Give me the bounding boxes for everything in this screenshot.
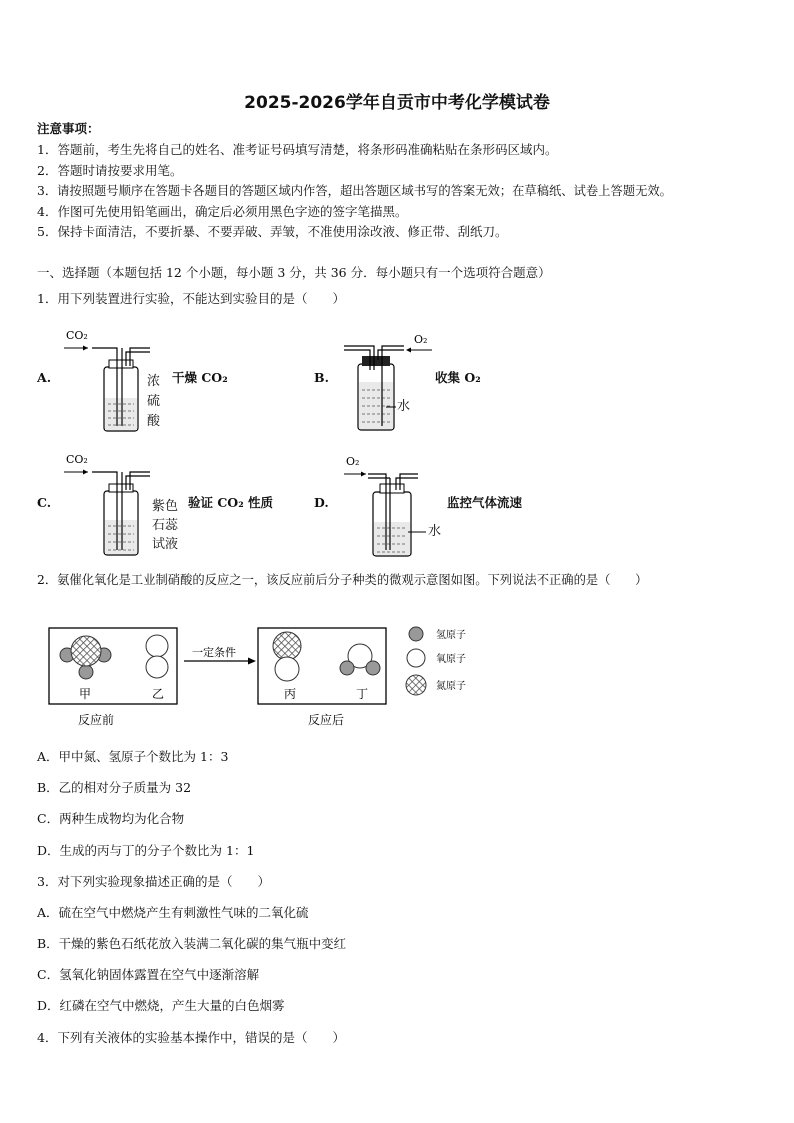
- reaction-diagram: [44, 618, 484, 730]
- liquid-label-c: 紫色 石蕊 试液: [152, 499, 179, 552]
- gas-label-a: CO₂: [66, 329, 88, 342]
- liquid-label-d: 水: [428, 524, 442, 539]
- q1-option-a-caption: 干燥 CO₂: [172, 370, 228, 385]
- q3-option-a: A．硫在空气中燃烧产生有刺激性气味的二氧化硫: [37, 905, 309, 920]
- q1-option-c-label: C.: [37, 495, 52, 510]
- notice-item-1: 1．答题前，考生先将自己的姓名、准考证号码填写清楚，将条形码准确粘贴在条形码区域内。: [37, 142, 558, 157]
- q1-option-d-caption: 监控气体流速: [447, 495, 523, 510]
- q2-option-a: A．甲中氮、氢原子个数比为 1：3: [37, 749, 229, 764]
- q2-option-b: B．乙的相对分子质量为 32: [37, 780, 192, 795]
- q3-option-c: C．氢氧化钠固体露置在空气中逐渐溶解: [37, 967, 260, 982]
- gas-label-d: O₂: [346, 455, 360, 468]
- q1-option-d-label: D.: [314, 495, 329, 510]
- section-heading: 一、选择题（本题包括 12 个小题，每小题 3 分，共 36 分．每小题只有一个选项符合题意）: [37, 265, 551, 280]
- notice-item-4: 4．作图可先使用铅笔画出，确定后必须用黑色字迹的签字笔描黑。: [37, 204, 408, 219]
- molecule-ding-label: 丁: [356, 687, 369, 701]
- page-title: 2025-2026学年自贡市中考化学模试卷: [244, 93, 550, 113]
- q1-option-c-caption: 验证 CO₂ 性质: [188, 495, 274, 510]
- legend-hydrogen-icon: [409, 627, 423, 641]
- q1-stem: 1．用下列装置进行实验，不能达到实验目的是（ ）: [37, 291, 345, 306]
- legend-nitrogen: 氮原子: [436, 681, 466, 692]
- gas-label-b: O₂: [414, 333, 428, 346]
- collection-bottle-b: [340, 330, 440, 434]
- q2-option-c: C．两种生成物均为化合物: [37, 811, 185, 826]
- notice-heading: 注意事项：: [37, 121, 100, 136]
- legend-oxygen: 氧原子: [436, 654, 466, 665]
- before-label: 反应前: [78, 713, 115, 727]
- q4-stem: 4．下列有关液体的实验基本操作中，错误的是（ ）: [37, 1030, 345, 1045]
- molecule-jia-label: 甲: [79, 687, 92, 701]
- q2-stem: 2．氨催化氧化是工业制硝酸的反应之一，该反应前后分子种类的微观示意图如图。下列说法不正确的是（ ）: [37, 573, 648, 587]
- liquid-label-b: 水: [397, 399, 411, 414]
- legend-oxygen-icon: [407, 649, 425, 667]
- liquid-label-a: 浓 硫 酸: [147, 374, 161, 429]
- q1-option-b-label: B.: [314, 370, 329, 385]
- legend-hydrogen: 氢原子: [436, 630, 466, 641]
- q3-stem: 3．对下列实验现象描述正确的是（ ）: [37, 874, 270, 889]
- q3-option-d: D．红磷在空气中燃烧，产生大量的白色烟雾: [37, 998, 285, 1013]
- q1-option-a-label: A.: [37, 370, 52, 385]
- reaction-condition: 一定条件: [192, 646, 236, 659]
- q2-option-d: D．生成的丙与丁的分子个数比为 1：1: [37, 843, 255, 858]
- molecule-yi-label: 乙: [152, 687, 165, 701]
- gas-label-c: CO₂: [66, 453, 88, 466]
- after-label: 反应后: [308, 713, 345, 727]
- notice-item-5: 5．保持卡面清洁，不要折暴、不要弄破、弄皱，不准使用涂改液、修正带、刮纸刀。: [37, 224, 508, 239]
- notice-item-3: 3．请按照题号顺序在答题卡各题目的答题区域内作答，超出答题区域书写的答案无效；在草稿纸、试卷上答题无效。: [37, 184, 672, 198]
- q3-option-b: B．干燥的紫色石纸花放入装满二氧化碳的集气瓶中变红: [37, 936, 347, 951]
- gas-washing-bottle-d: [340, 452, 440, 558]
- notice-item-2: 2．答题时请按要求用笔。: [37, 163, 183, 178]
- molecule-bing-label: 丙: [284, 687, 297, 701]
- q1-option-b-caption: 收集 O₂: [435, 370, 481, 385]
